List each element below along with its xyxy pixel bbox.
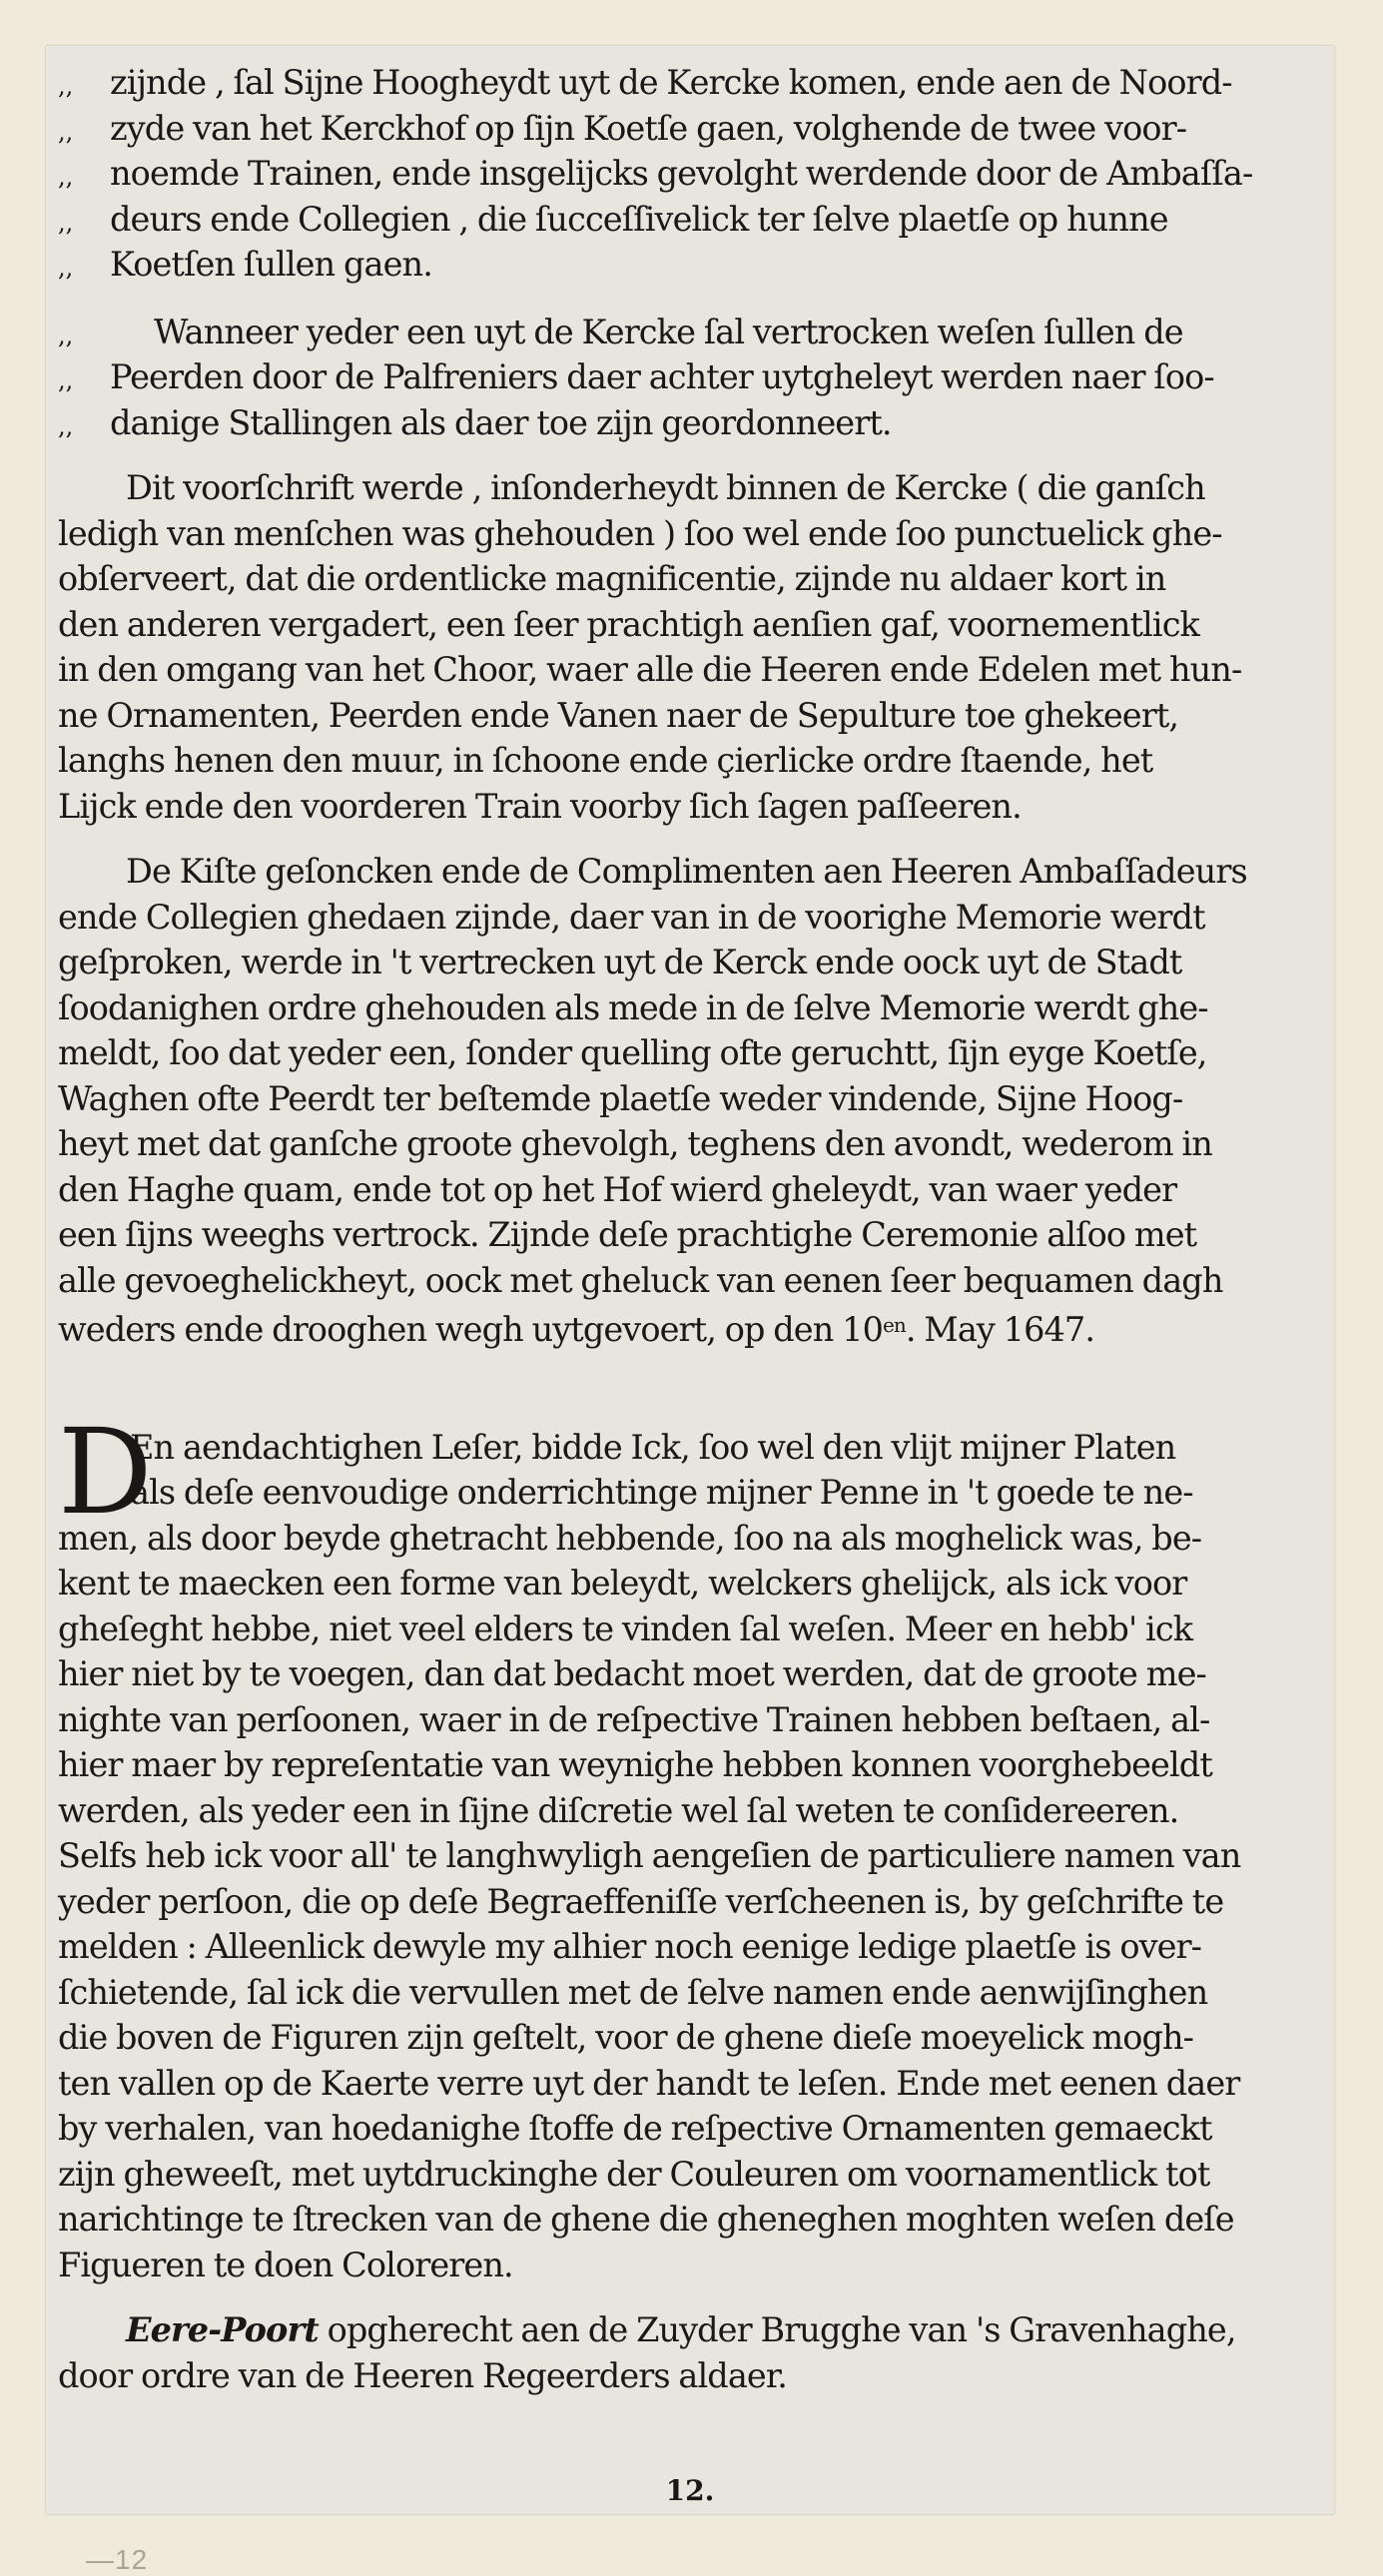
- text-line: meldt, ſoo dat yeder een, ſonder quelling ofte geruchtt, ſijn eyge Koetſe,: [58, 1033, 1207, 1072]
- date-suffix: en: [883, 1313, 906, 1337]
- paragraph-quoted-2: [58, 310, 1332, 446]
- text-line: alle gevoeghelickheyt, oock met gheluck van eenen ſeer bequamen dagh: [58, 1260, 1223, 1300]
- text-line: zijn gheweeſt, met uytdruckinghe der Couleuren om voornamentlick tot: [58, 2154, 1210, 2194]
- paragraph-4: [58, 849, 1332, 1349]
- text-line: werden, als yeder een in ſijne diſcretie wel ſal weten te conſidereeren.: [58, 1790, 1179, 1830]
- text-line: En aendachtighen Leſer, bidde Ick, ſoo wel den vlijt mijner Platen: [130, 1427, 1176, 1467]
- text-line: die boven de Figuren zijn geſtelt, voor de ghene dieſe moeyelick mogh-: [58, 2018, 1194, 2057]
- text-line: zijnde , ſal Sijne Hoogheydt uyt de Kercke komen, ende aen de Noord-: [110, 63, 1232, 102]
- quote-mark: ,,: [58, 254, 74, 282]
- text-line: Lijck ende den voorderen Train voorby ſich ſagen paſſeeren.: [58, 786, 1022, 826]
- closing-line-1: [58, 2307, 1332, 2353]
- text-line: ende Collegien ghedaen zijnde, daer van in de voorighe Memorie werdt: [58, 897, 1205, 937]
- drop-cap: D: [58, 1402, 153, 1541]
- text-line: hier niet by te voegen, dan dat bedacht moet werden, dat de groote me-: [58, 1654, 1206, 1693]
- text-line: noemde Trainen, ende insgelijcks gevolght werdende door de Ambaſſa-: [110, 154, 1253, 193]
- document-page: [46, 46, 1334, 2514]
- text-line: Koetſen ſullen gaen.: [110, 245, 432, 284]
- text-line: Wanneer yeder een uyt de Kercke ſal vertrocken weſen ſullen de: [154, 312, 1183, 351]
- paragraph-quoted-1: [58, 60, 1332, 288]
- text-line: gheſeght hebbe, niet veel elders te vinden ſal weſen. Meer en hebb' ick: [58, 1609, 1193, 1648]
- paragraph-3: [58, 465, 1332, 829]
- text-line: ne Ornamenten, Peerden ende Vanen naer de Sepulture toe ghekeert,: [58, 695, 1179, 735]
- document-text: [58, 60, 1332, 2398]
- text-line-date: [58, 1303, 1332, 1349]
- text-line: Selfs heb ick voor all' te langhwyligh aengeſien de particuliere namen van: [58, 1836, 1241, 1875]
- closing-rest: opgherecht aen de Zuyder Brugghe van 's Gravenhaghe,: [327, 2310, 1236, 2349]
- quote-mark: ,,: [58, 117, 74, 146]
- text-line: heyt met dat ganſche groote ghevolgh, teghens den avondt, wederom in: [58, 1124, 1212, 1163]
- text-line: narichtinge te ſtrecken van de ghene die gheneghen moghten weſen deſe: [58, 2200, 1234, 2239]
- text-line: melden : Alleenlick dewyle my alhier noch eenige ledige plaetſe is over-: [58, 1927, 1202, 1966]
- text-line: yeder perſoon, die op deſe Begraeffeniſſe verſcheenen is, by geſchrifte te: [58, 1881, 1224, 1921]
- quote-mark: ,,: [58, 72, 74, 100]
- paragraph-reader-address: [58, 1402, 1332, 2288]
- text-line: in den omgang van het Choor, waer alle die Heeren ende Edelen met hun-: [58, 650, 1242, 689]
- text-line: De Kiſte geſoncken ende de Complimenten aen Heeren Ambaſſadeurs: [126, 852, 1247, 891]
- text-line: men, als door beyde ghetracht hebbende, ſoo na als moghelick was, be-: [58, 1518, 1202, 1558]
- text-line: deurs ende Collegien , die ſucceſſivelick ter ſelve plaetſe op hunne: [110, 199, 1168, 239]
- text-line: Waghen ofte Peerdt ter beſtemde plaetſe weder vindende, Sijne Hoog-: [58, 1078, 1183, 1118]
- date-rest: . May 1647.: [905, 1310, 1095, 1349]
- text-line: als deſe eenvoudige onderrichtinge mijner Penne in 't goede te ne-: [130, 1473, 1193, 1512]
- text-line: weders ende drooghen wegh uytgevoert, op den: [58, 1310, 834, 1349]
- text-line: obſerveert, dat die ordentlicke magnificentie, zijnde nu aldaer kort in: [58, 559, 1166, 598]
- text-line: kent te maecken een forme van beleydt, welckers ghelijck, als ick voor: [58, 1564, 1187, 1603]
- date-day: $10^{en}$: [842, 1310, 906, 1349]
- quote-mark: ,,: [58, 208, 74, 237]
- text-line: hier maer by repreſentatie van weynighe hebben konnen voorghebeeldt: [58, 1745, 1212, 1784]
- text-line: zyde van het Kerckhof op ſijn Koetſe gaen, volghende de twee voor-: [110, 108, 1187, 148]
- text-line: den anderen vergadert, een ſeer prachtigh aenſien gaf, voornementlick: [58, 604, 1199, 644]
- text-line: Figueren te doen Coloreren.: [58, 2245, 513, 2284]
- text-line: een ſijns weeghs vertrock. Zijnde deſe prachtighe Ceremonie alſoo met: [58, 1215, 1197, 1254]
- text-line: langhs henen den muur, in ſchoone ende çierlicke ordre ſtaende, het: [58, 741, 1153, 780]
- text-line: ledigh van menſchen was ghehouden ) ſoo wel ende ſoo punctuelick ghe-: [58, 513, 1222, 553]
- text-line: by verhalen, van hoedanighe ſtoffe de reſpective Ornamenten gemaeckt: [58, 2109, 1212, 2148]
- quote-mark: ,,: [58, 163, 74, 191]
- quote-mark: ,,: [58, 411, 74, 440]
- text-line: danige Stallingen als daer toe zijn geordonneert.: [110, 402, 892, 442]
- pencil-annotation: —12: [86, 2544, 149, 2575]
- quote-mark: ,,: [58, 321, 74, 349]
- text-line: nighte van perſoonen, waer in de reſpective Trainen hebben beſtaen, al-: [58, 1699, 1210, 1739]
- text-line: den Haghe quam, ende tot op het Hof wierd gheleydt, van waer yeder: [58, 1169, 1177, 1209]
- text-line: ten vallen op de Kaerte verre uyt der handt te leſen. Ende met eenen daer: [58, 2063, 1240, 2103]
- text-line: geſproken, werde in 't vertrecken uyt de Kerck ende oock uyt de Stadt: [58, 943, 1182, 981]
- text-line: Peerden door de Palfreniers daer achter uytgheleyt werden naer ſoo-: [110, 357, 1214, 396]
- text-line: ſoodanighen ordre ghehouden als mede in de ſelve Memorie werdt ghe-: [58, 987, 1208, 1027]
- closing-heading: [58, 2307, 1332, 2398]
- text-line: Dit voorſchrift werde , inſonderheydt binnen de Kercke ( die ganſch: [126, 468, 1205, 507]
- page-number: 12.: [665, 2474, 715, 2507]
- text-line: ſchietende, ſal ick die vervullen met de ſelve namen ende aenwijſinghen: [58, 1972, 1208, 2012]
- closing-italic: Eere-Poort: [126, 2310, 319, 2349]
- quote-mark: ,,: [58, 366, 74, 394]
- closing-line-2: door ordre van de Heeren Regeerders aldaer.: [58, 2355, 788, 2395]
